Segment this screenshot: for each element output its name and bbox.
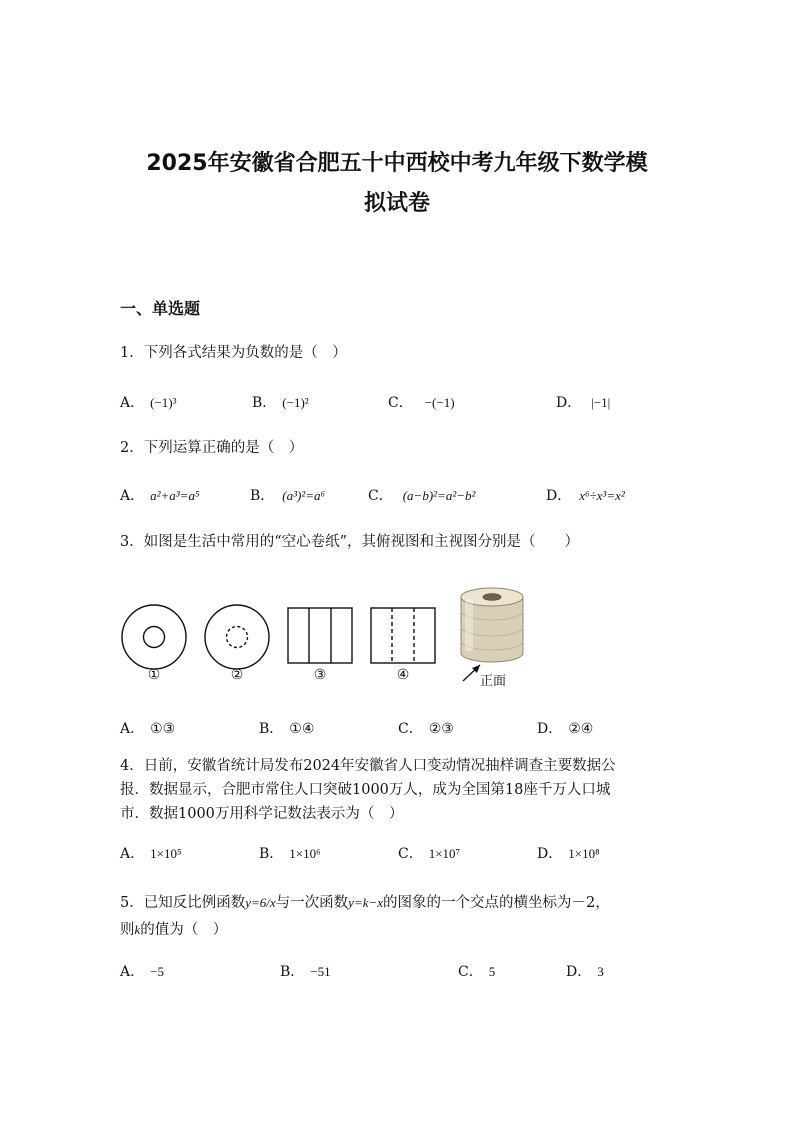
q2-option-c: C． (a−b)²=a²−b² [368, 488, 476, 504]
q2-option-b: B． (a³)²=a⁶ [250, 488, 326, 504]
question-1-stem: 1．下列各式结果为负数的是（ ） [120, 345, 347, 361]
q4-option-d: D． 1×10⁸ [537, 846, 600, 862]
figure4-rect [371, 608, 435, 663]
q3-option-b: B． ①④ [259, 721, 315, 737]
figure3-rect [288, 608, 352, 663]
q2-option-d: D． x⁶÷x³=x² [546, 488, 625, 504]
q1-option-a: A． (−1)³ [120, 395, 177, 411]
q1-option-d: D． |−1| [556, 395, 611, 411]
q3-option-d: D． ②④ [537, 721, 594, 737]
q1-option-c: C． −(−1) [388, 395, 455, 411]
figure1-outer-circle [122, 605, 186, 669]
q5-formula-linear: y=k−x [348, 895, 384, 910]
question-4-line1: 4．日前，安徽省统计局发布2024年安徽省人口变动情况抽样调查主要数据公 [120, 758, 616, 774]
question-3-stem: 3．如图是生活中常用的“空心卷纸”，其俯视图和主视图分别是（ ） [120, 534, 580, 550]
q5-formula-inverse: y=6/x [245, 895, 276, 910]
q4-option-c: C． 1×10⁷ [398, 846, 461, 862]
page-title-line1: 2025年安徽省合肥五十中西校中考九年级下数学模 [146, 151, 648, 176]
q5-option-d: D． 3 [566, 964, 604, 980]
figure-label-1: ① [147, 667, 161, 683]
figure1-inner-circle [144, 627, 165, 648]
figure-label-3: ③ [313, 667, 327, 683]
q3-option-c: C． ②③ [398, 721, 454, 737]
q5-option-b: B． −51 [280, 964, 331, 980]
section-heading: 一、单选题 [120, 299, 201, 318]
q5-option-c: C． 5 [458, 964, 496, 980]
figure-label-4: ④ [396, 667, 410, 683]
question-4-line3: 市．数据1000万用科学记数法表示为（ ） [120, 806, 404, 822]
figure-label-2: ② [230, 667, 244, 683]
front-label: 正面 [480, 674, 507, 689]
paper-roll-image [461, 588, 523, 662]
q5-option-a: A． −5 [120, 964, 164, 980]
question-4-line2: 报．数据显示，合肥市常住人口突破1000万人，成为全国第18座千万人口城 [120, 782, 611, 798]
q1-option-b: B． (−1)² [252, 395, 309, 411]
question-2-stem: 2．下列运算正确的是（ ） [120, 440, 304, 456]
figure2-inner-dashed-circle [227, 627, 248, 648]
q3-option-a: A． ①③ [120, 721, 176, 737]
q4-option-b: B． 1×10⁶ [259, 846, 321, 862]
question-5-line2: 则k的值为（ ） [120, 922, 228, 938]
page-title-line2: 拟试卷 [363, 191, 430, 216]
q4-option-a: A． 1×10⁵ [120, 846, 182, 862]
figure2-outer-circle [205, 605, 269, 669]
q2-option-a: A． a²+a³=a⁵ [120, 488, 200, 504]
question-5-line1: 5．已知反比例函数y=6/x与一次函数y=k−x的图象的一个交点的横坐标为－2， [120, 895, 610, 911]
